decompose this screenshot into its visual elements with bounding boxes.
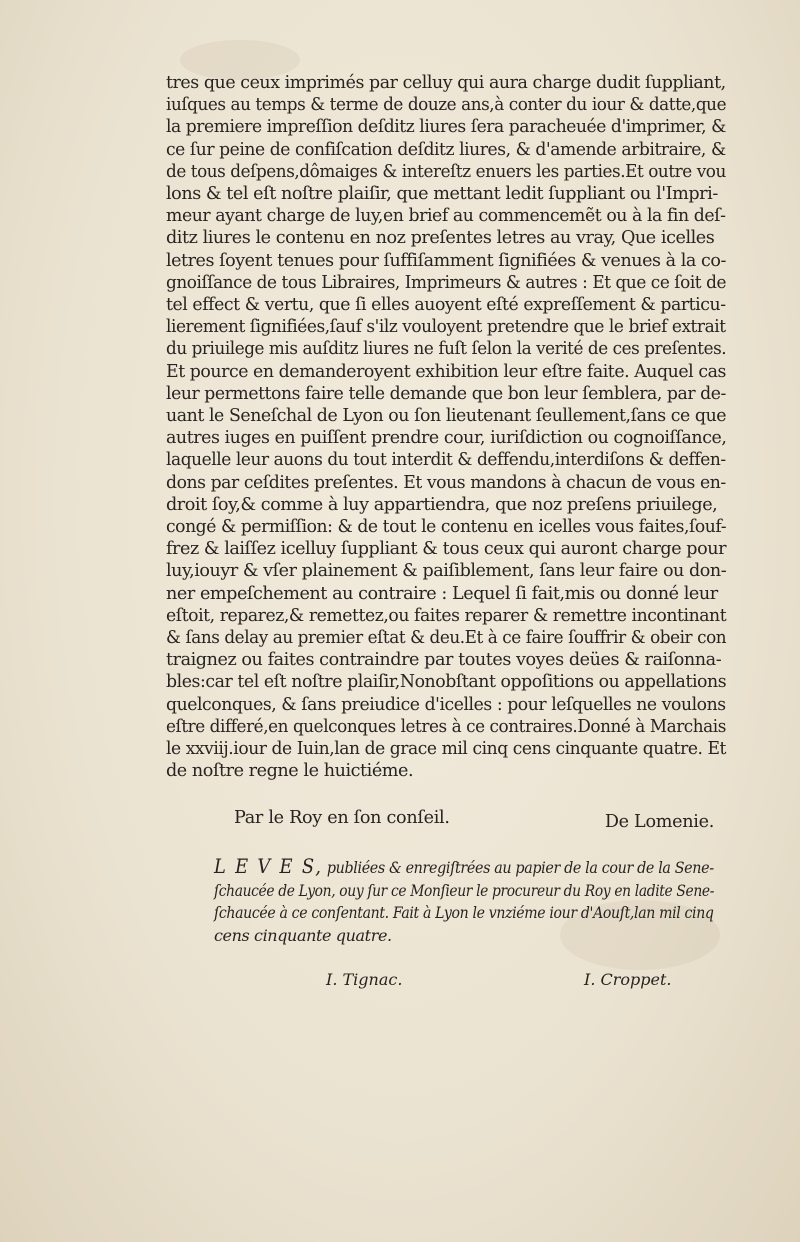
body-line: tel effect & vertu, que ſi elles auoyent eſté expreſſement & particu- — [166, 295, 726, 316]
body-line: gnoiſſance de tous Libraires, Imprimeurs & autres : Et que ce ſoit de — [166, 272, 727, 293]
body-line: autres iuges en puiſſent prendre cour, iuriſdiction ou cognoiſſance, — [166, 428, 727, 449]
body-line: lons & tel eſt noſtre plaiſir, que mettant ledit ſuppliant ou l'Impri- — [166, 184, 718, 205]
body-line: le xxviij.iour de Iuin,lan de grace mil cinq cens cinquante quatre. Et — [166, 739, 726, 760]
body-line: du priuilege mis auſditz liures ne fuſt ſelon la verité de ces preſentes. — [166, 339, 727, 360]
registrar-signatures — [166, 970, 726, 994]
registration-line: cens cinquante quatre. — [214, 925, 392, 945]
body-line: meur ayant charge de luy,en brief au commencemẽt ou à la fin deſ- — [166, 206, 726, 227]
body-line: traignez ou faites contraindre par toutes voyes deües & raiſonna- — [166, 650, 722, 671]
body-line: ce ſur peine de confiſcation deſditz liures, & d'amende arbitraire, & — [166, 139, 726, 160]
body-line: bles:car tel eſt noſtre plaiſir,Nonobſtant oppoſitions ou appellations — [166, 672, 727, 693]
body-line: & ſans delay au premier eſtat & deu.Et à ce faire ſouffrir & obeir con — [166, 628, 727, 649]
registration-note — [214, 855, 714, 947]
privilege-body-text — [166, 72, 726, 783]
signature-right: De Lomenie. — [604, 812, 714, 832]
body-line: leur permettons faire telle demande que bon leur ſemblera, par de- — [166, 383, 726, 404]
registration-line: ſchaucée à ce conſentant. Fait à Lyon le vnziéme iour d'Aouſt,lan mil cinq — [214, 903, 714, 922]
registration-lead: L E V E S, — [214, 854, 323, 878]
body-line: lierement ſignifiées,ſauf s'ilz vouloyent pretendre que le brief extrait — [166, 317, 726, 338]
registration-line-1 — [214, 854, 714, 880]
body-line: laquelle leur auons du tout interdit & deffendu,interdiſons & deffen- — [166, 450, 726, 471]
registration-line: publiées & enregiſtrées au papier de la cour de la Sene- — [322, 858, 714, 877]
body-line: congé & permiſſion: & de tout le contenu en icelles vous faites,ſouf- — [166, 517, 727, 538]
body-line: Et pource en demanderoyent exhibition leur eſtre faite. Auquel cas — [166, 361, 726, 382]
signer-right: I. Croppet. — [584, 970, 672, 989]
body-line: de noſtre regne le huictiéme. — [166, 761, 414, 782]
body-line: quelconques, & ſans preiudice d'icelles : pour leſquelles ne voulons — [166, 694, 726, 715]
body-line: eſtre differé,en quelconques letres à ce contraires.Donné à Marchais — [166, 716, 726, 737]
signature-left: Par le Roy en ſon conſeil. — [234, 808, 450, 828]
body-line: eſtoit, reparez,& remettez,ou faites reparer & remettre incontinant — [166, 605, 727, 626]
body-line: letres ſoyent tenues pour ſuffiſamment ſignifiées & venues à la co- — [166, 250, 726, 271]
body-line: iuſques au temps & terme de douze ans,à conter du iour & datte,que — [166, 95, 727, 116]
registration-line: ſchaucée de Lyon, ouy ſur ce Monſieur le procureur du Roy en ladite Sene- — [214, 880, 715, 900]
body-line: droit ſoy,& comme à luy appartiendra, que noz preſens priuilege, — [166, 494, 718, 515]
body-line: de tous deſpens,dômaiges & intereſtz enuers les parties.Et outre vou — [166, 161, 726, 182]
body-line: tres que ceux imprimés par celluy qui aura charge dudit ſuppliant, — [166, 73, 726, 93]
body-line: luy,iouyr & vſer plainement & paiſiblement, ſans leur faire ou don- — [166, 561, 727, 582]
body-line: ditz liures le contenu en noz preſentes letres au vray, Que icelles — [166, 228, 715, 249]
body-line: frez & laiſſez icelluy ſuppliant & tous ceux qui auront charge pour — [166, 539, 727, 560]
body-line: la premiere impreſſion deſditz liures ſera paracheuée d'imprimer, & — [166, 117, 726, 138]
body-line: dons par ceſdites preſentes. Et vous mandons à chacun de vous en- — [166, 472, 726, 493]
signer-left: I. Tignac. — [326, 970, 403, 989]
royal-signature-row — [166, 808, 726, 834]
body-line: uant le Seneſchal de Lyon ou ſon lieutenant ſeullement,ſans ce que — [166, 406, 727, 427]
body-line: ner empeſchement au contraire : Lequel ſi fait,mis ou donné leur — [166, 583, 718, 604]
